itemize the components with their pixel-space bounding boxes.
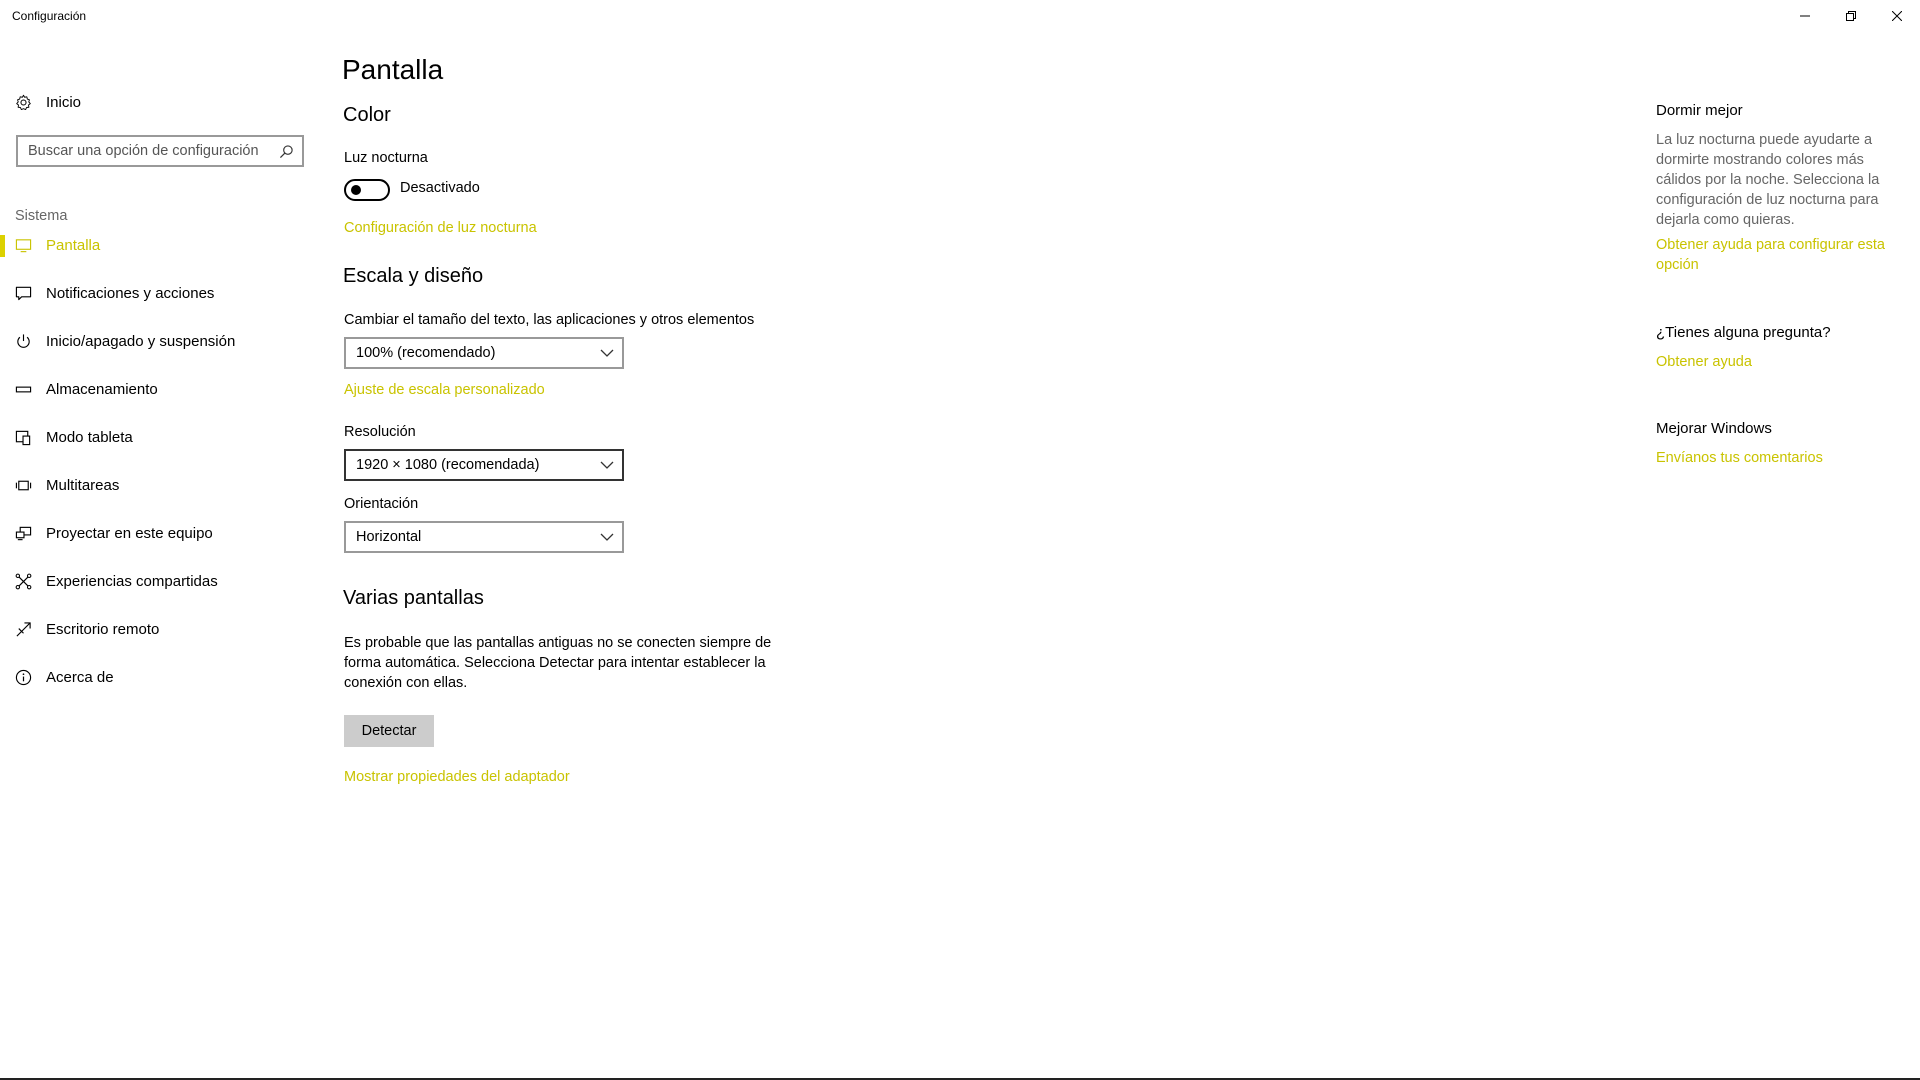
page-title: Pantalla: [342, 54, 444, 85]
night-light-label: Luz nocturna: [344, 150, 428, 166]
settings-search-box: [16, 135, 304, 167]
sidebar-item-label: Escritorio remoto: [46, 621, 160, 638]
chat-bubble-icon: [15, 285, 32, 302]
sidebar-item-escritorio-remoto[interactable]: [0, 608, 320, 652]
scale-section-heading: Escala y diseño: [343, 265, 484, 287]
sidebar-item-label: Almacenamiento: [46, 381, 158, 398]
sidebar-item-proyectar[interactable]: [0, 512, 320, 556]
window-title: Configuración: [12, 9, 87, 23]
chevron-down-icon: [600, 348, 614, 358]
custom-scale-link[interactable]: Ajuste de escala personalizado: [344, 382, 545, 398]
minimize-icon: [1800, 11, 1810, 21]
toggle-knob: [351, 185, 361, 195]
sidebar-item-label: Proyectar en este equipo: [46, 525, 213, 542]
sidebar-item-multitareas[interactable]: [0, 464, 320, 508]
search-icon[interactable]: [279, 144, 294, 159]
sidebar-item-notificaciones[interactable]: [0, 272, 320, 316]
orientation-dropdown[interactable]: [344, 521, 624, 553]
search-input[interactable]: [28, 141, 268, 161]
sidebar-item-label: Notificaciones y acciones: [46, 285, 215, 302]
multi-display-description: Es probable que las pantallas antiguas no se conecten siempre de forma automática. Selecciona Detectar para intentar establecer la conexión con ellas.: [344, 635, 772, 691]
tablet-mode-icon: [15, 429, 32, 446]
sidebar-section-heading: Sistema: [15, 208, 68, 224]
sidebar-item-experiencias[interactable]: [0, 560, 320, 604]
sidebar-item-label: Pantalla: [46, 237, 101, 254]
sidebar-item-almacenamiento[interactable]: [0, 368, 320, 412]
monitor-icon: [15, 237, 32, 254]
night-light-settings-link[interactable]: Configuración de luz nocturna: [344, 220, 537, 236]
sidebar-item-label: Inicio/apagado y suspensión: [46, 333, 236, 350]
title-bar: [0, 0, 1920, 32]
adapter-properties-link[interactable]: Mostrar propiedades del adaptador: [344, 769, 570, 785]
chevron-down-icon: [600, 460, 614, 470]
info-icon: [15, 669, 32, 686]
feedback-link[interactable]: Envíanos tus comentarios: [1656, 450, 1823, 466]
resolution-value: 1920 × 1080 (recomendada): [356, 457, 540, 473]
sidebar-item-label: Multitareas: [46, 477, 120, 494]
sleep-better-text: La luz nocturna puede ayudarte a dormirte mostrando colores más cálidos por la noche. Selecciona la configuración de luz nocturna para dejarla como quieras.: [1656, 132, 1880, 228]
sidebar-item-modo-tableta[interactable]: [0, 416, 320, 460]
resolution-label: Resolución: [344, 424, 416, 440]
restore-icon: [1846, 11, 1856, 21]
close-button[interactable]: [1874, 0, 1920, 32]
sidebar-item-energia[interactable]: [0, 320, 320, 364]
multi-display-heading: Varias pantallas: [343, 587, 484, 609]
night-light-toggle[interactable]: [344, 179, 390, 201]
sleep-better-title: Dormir mejor: [1656, 102, 1743, 119]
sidebar: [0, 32, 320, 1072]
get-help-link[interactable]: Obtener ayuda: [1656, 354, 1752, 370]
sidebar-item-acerca-de[interactable]: [0, 656, 320, 700]
orientation-value: Horizontal: [356, 529, 422, 545]
gear-icon: [15, 94, 32, 111]
orientation-label: Orientación: [344, 496, 419, 512]
sidebar-item-label: Acerca de: [46, 669, 114, 686]
main-content: [340, 32, 1620, 1072]
multitasking-icon: [15, 477, 32, 494]
selection-indicator: [0, 235, 5, 257]
color-section-heading: Color: [343, 104, 391, 126]
question-title: ¿Tienes alguna pregunta?: [1656, 324, 1831, 341]
remote-desktop-icon: [15, 621, 32, 638]
night-light-state: Desactivado: [400, 180, 480, 196]
close-icon: [1892, 11, 1902, 21]
scale-dropdown[interactable]: [344, 337, 624, 369]
scale-value: 100% (recomendado): [356, 345, 496, 361]
resolution-dropdown[interactable]: [344, 449, 624, 481]
detect-button[interactable]: Detectar: [344, 715, 434, 747]
text-size-label: Cambiar el tamaño del texto, las aplicaciones y otros elementos: [344, 312, 755, 328]
home-label: Inicio: [46, 94, 82, 111]
sidebar-item-label: Experiencias compartidas: [46, 573, 218, 590]
shared-experiences-icon: [15, 573, 32, 590]
sidebar-item-label: Modo tableta: [46, 429, 133, 446]
night-light-help-link[interactable]: Obtener ayuda para configurar esta opción: [1656, 237, 1885, 273]
project-icon: [15, 525, 32, 542]
improve-windows-title: Mejorar Windows: [1656, 420, 1772, 437]
chevron-down-icon: [600, 532, 614, 542]
minimize-button[interactable]: [1782, 0, 1828, 32]
sidebar-item-pantalla[interactable]: [0, 224, 320, 268]
home-nav-item[interactable]: [0, 82, 320, 122]
restore-button[interactable]: [1828, 0, 1874, 32]
storage-drive-icon: [15, 381, 32, 398]
power-icon: [15, 333, 32, 350]
